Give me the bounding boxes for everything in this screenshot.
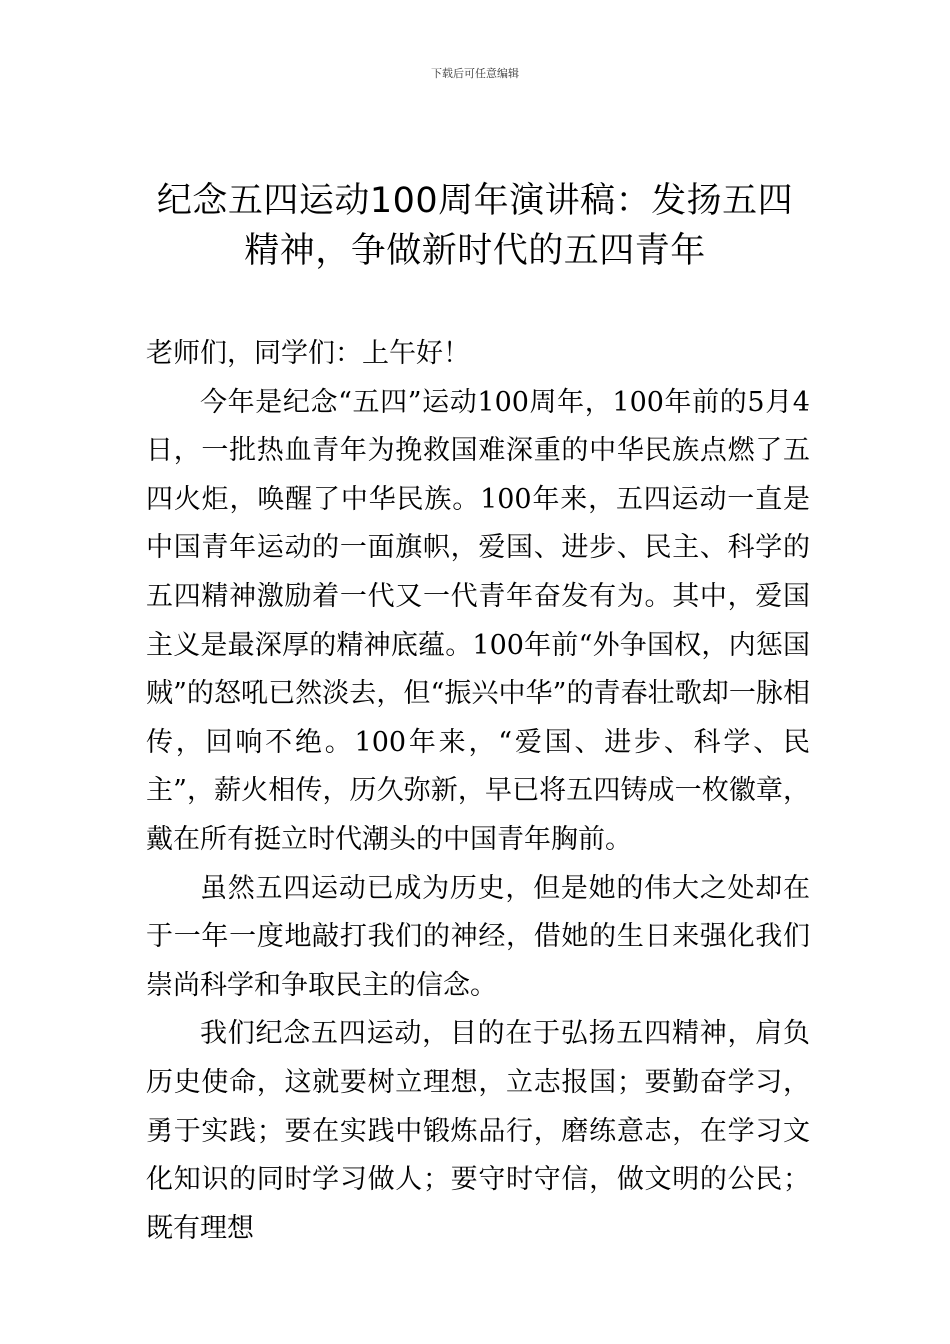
body-paragraph-3: 我们纪念五四运动，目的在于弘扬五四精神，肩负历史使命，这就要树立理想，立志报国；要勤奋学习，勇于实践；要在实践中锻炼品行，磨练意志，在学习文化知识的同时学习做人；要守时守信，做文明的公民；既有理想	[146, 1018, 810, 1244]
body-paragraph-2: 虽然五四运动已成为历史，但是她的伟大之处却在于一年一度地敲打我们的神经，借她的生日来强化我们崇尚科学和争取民主的信念。	[146, 872, 810, 1001]
document-body	[146, 330, 810, 1253]
document-title	[130, 176, 820, 276]
header-note: 下载后可任意编辑	[431, 67, 519, 80]
greeting-line: 老师们，同学们：上午好！	[146, 338, 470, 369]
document-title-line-1: 纪念五四运动100周年演讲稿：发扬五四	[156, 181, 794, 221]
document-title-line-2: 精神，争做新时代的五四青年	[244, 231, 706, 271]
body-paragraph-1: 今年是纪念“五四”运动100周年，100年前的5月4日，一批热血青年为挽救国难深重的中华民族点燃了五四火炬，唤醒了中华民族。100年来，五四运动一直是中国青年运动的一面旗帜，爱国、进步、民主、科学的五四精神激励着一代又一代青年奋发有为。其中，爱国主义是最深厚的精神底蕴。100年前“外争国权，内惩国贼”的怒吼已然淡去，但“振兴中华”的青春壮歌却一脉相传，回响不绝。100年来，“爱国、进步、科学、民主”，薪火相传，历久弥新，早已将五四铸成一枚徽章，戴在所有挺立时代潮头的中国青年胸前。	[146, 386, 810, 855]
